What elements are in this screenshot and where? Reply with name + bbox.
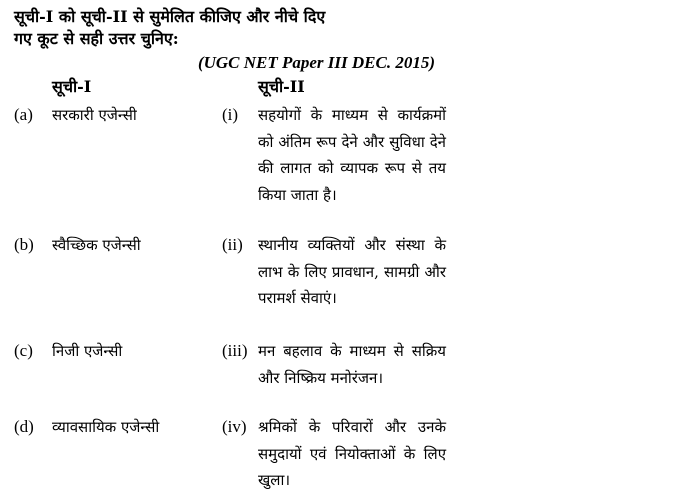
list-i-item: सरकारी एजेन्सी [52,106,137,124]
list-i-label: (d) [14,417,34,436]
exam-source: (UGC NET Paper III DEC. 2015) [197,53,435,72]
list-ii-item: सहयोगों के माध्यम से कार्यक्रमों को अंतिम रूप देने और सुविधा देने की लागत को व्यापक रूप से तय किया जाता है। [258,106,446,204]
list-ii-label: (i) [222,105,239,124]
instruction-line-2: गए कूट से सही उत्तर चुनिए: [14,29,179,48]
list-ii-label: (iii) [222,341,248,360]
list-i-item: निजी एजेन्सी [52,342,123,360]
list-i-heading: सूची-I [52,77,92,96]
list-ii-item: स्थानीय व्यक्तियों और संस्था के लाभ के लिए प्रावधान, सामग्री और परामर्श सेवाएं। [258,236,446,307]
list-ii-label: (iv) [222,417,247,436]
list-ii-label: (ii) [222,235,243,254]
list-ii-item: मन बहलाव के माध्यम से सक्रिय और निष्क्रिय मनोरंजन। [258,342,446,387]
list-i-item: व्यावसायिक एजेन्सी [52,418,160,436]
list-i-item: स्वैच्छिक एजेन्सी [52,236,141,254]
list-ii-item: श्रमिकों के परिवारों और उनके समुदायों एवं नियोक्ताओं के लिए खुला। [258,418,446,489]
list-ii-heading: सूची-II [258,77,305,96]
instruction-line-1: सूची-I को सूची-II से सुमेलित कीजिए और नीचे दिए [14,7,326,26]
list-i-label: (a) [14,105,33,124]
list-i-label: (b) [14,235,34,254]
question-instruction [14,6,444,50]
list-i-label: (c) [14,341,33,360]
